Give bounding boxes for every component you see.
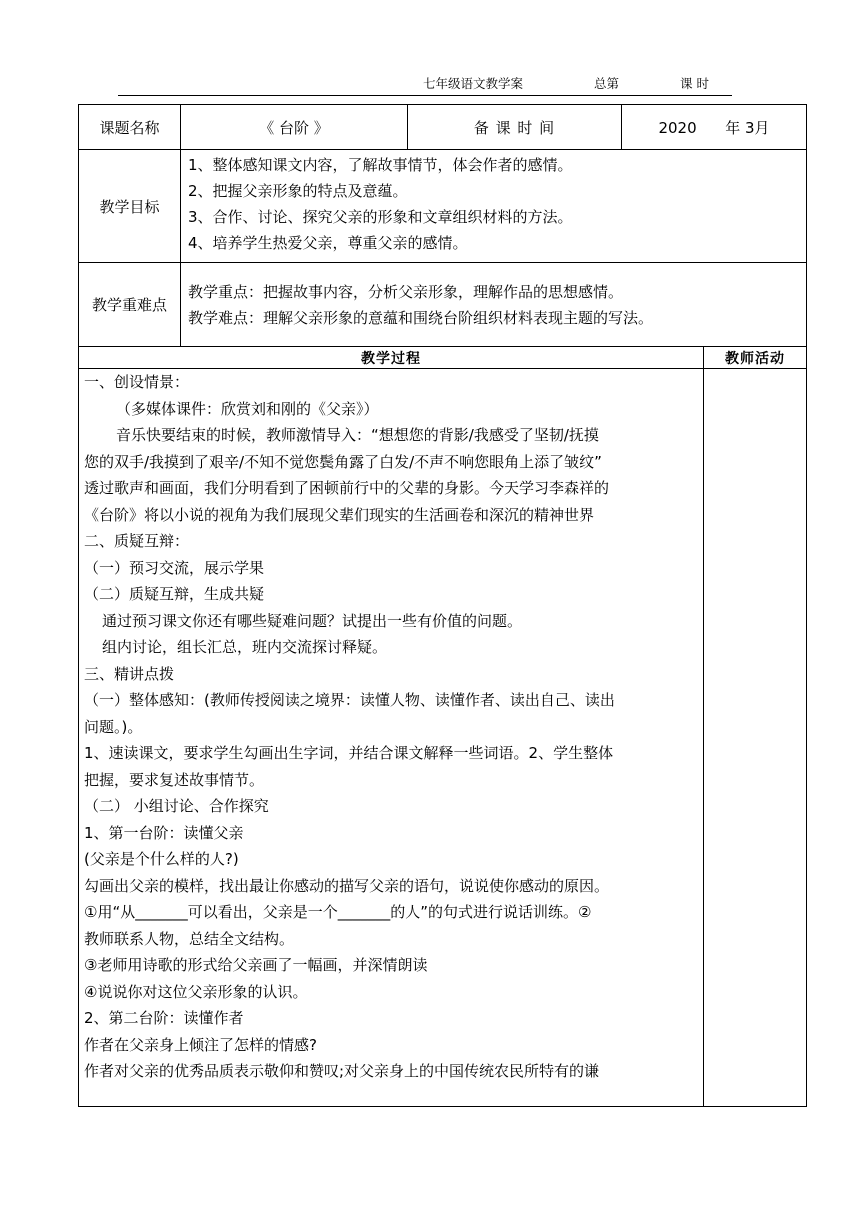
key-point-item: 教学重点：把握故事内容，分析父亲形象，理解作品的思想感情。 (188, 282, 624, 301)
process-line: 二、质疑互辩： (84, 532, 190, 550)
objectives-list (181, 150, 807, 263)
page-header (0, 74, 860, 96)
process-content (79, 369, 704, 1107)
header-period-label: 课 时 (680, 76, 709, 91)
process-line: （一）预习交流，展示学果 (84, 558, 265, 577)
process-line: 作者在父亲身上倾注了怎样的情感? (84, 1035, 317, 1054)
topic-label: 课题名称 (79, 105, 181, 150)
header-title: 七年级语文教学案 (423, 76, 524, 91)
process-line: （一）整体感知：(教师传授阅读之境界：读懂人物、读懂作者、读出自己、读出 (84, 691, 615, 709)
process-line: 三、精讲点拨 (84, 664, 175, 683)
process-line: 教师联系人物，总结全文结构。 (84, 929, 295, 948)
header-underline (118, 95, 732, 96)
key-points-row (79, 263, 807, 347)
process-line: 作者对父亲的优秀品质表示敬仰和赞叹;对父亲身上的中国传统农民所特有的谦 (84, 1062, 600, 1080)
process-line: 勾画出父亲的模样，找出最让你感动的描写父亲的语句，说说使你感动的原因。 (84, 876, 610, 895)
process-line: 组内讨论，组长汇总，班内交流探讨释疑。 (102, 638, 388, 656)
process-line: 音乐快要结束的时候，教师激情导入：“想想您的背影/我感受了坚韧/抚摸 (116, 426, 599, 444)
process-line: (父亲是个什么样的人?) (84, 850, 239, 868)
process-line: 通过预习课文你还有哪些疑难问题？试提出一些有价值的问题。 (102, 611, 523, 630)
teacher-activity-header: 教师活动 (704, 347, 807, 369)
lesson-plan-table (78, 104, 807, 1107)
prep-time-value (622, 105, 807, 150)
process-line: 2、第二台阶：读懂作者 (84, 1009, 244, 1027)
process-line: 《台阶》将以小说的视角为我们展现父辈们现实的生活画卷和深沉的精神世界 (84, 505, 595, 524)
process-line: 您的双手/我摸到了艰辛/不知不觉您鬓角露了白发/不声不响您眼角上添了皱纹” (84, 452, 602, 471)
prep-month: 年 3月 (725, 118, 770, 137)
process-line: （二） 小组讨论、合作探究 (84, 797, 269, 815)
process-line: 1、第一台阶：读懂父亲 (84, 823, 244, 842)
process-line: 把握，要求复述故事情节。 (84, 770, 265, 789)
header-total-label: 总第 (594, 76, 620, 91)
process-line: ④说说你对这位父亲形象的认识。 (84, 982, 308, 1001)
process-line: （二）质疑互辩，生成共疑 (84, 585, 265, 603)
objective-item: 4、培养学生热爱父亲，尊重父亲的感情。 (188, 234, 468, 252)
topic-value: 《 台阶 》 (181, 105, 408, 150)
process-line: ①用“从_______可以看出，父亲是一个_______的人”的句式进行说话训练。② (84, 903, 592, 921)
prep-year: 2020 (658, 118, 697, 137)
key-point-item: 教学难点：理解父亲形象的意蕴和围绕台阶组织材料表现主题的写法。 (188, 308, 654, 327)
objectives-label: 教学目标 (79, 150, 181, 263)
process-line: 一、创设情景： (84, 373, 190, 391)
key-points-label: 教学重难点 (79, 263, 181, 347)
process-line: （多媒体课件：欣赏刘和刚的《父亲》） (116, 399, 379, 418)
process-line: ③老师用诗歌的形式给父亲画了一幅画，并深情朗读 (84, 956, 428, 974)
objective-item: 3、合作、讨论、探究父亲的形象和文章组织材料的方法。 (188, 208, 573, 226)
objective-item: 2、把握父亲形象的特点及意蕴。 (188, 182, 408, 200)
process-line: 透过歌声和画面，我们分明看到了困顿前行中的父辈的身影。今天学习李森祥的 (84, 479, 610, 497)
process-body-row (79, 369, 807, 1107)
prep-time-label: 备 课 时 间 (408, 105, 622, 150)
topic-row (79, 105, 807, 150)
process-line: 问题。)。 (84, 717, 143, 736)
objectives-row (79, 150, 807, 263)
process-header: 教学过程 (79, 347, 704, 369)
process-header-row (79, 347, 807, 369)
key-points-list (181, 263, 807, 347)
process-line: 1、速读课文，要求学生勾画出生字词，并结合课文解释一些词语。2、学生整体 (84, 744, 614, 762)
teacher-activity-cell (704, 369, 807, 1107)
objective-item: 1、整体感知课文内容，了解故事情节，体会作者的感情。 (188, 156, 573, 174)
